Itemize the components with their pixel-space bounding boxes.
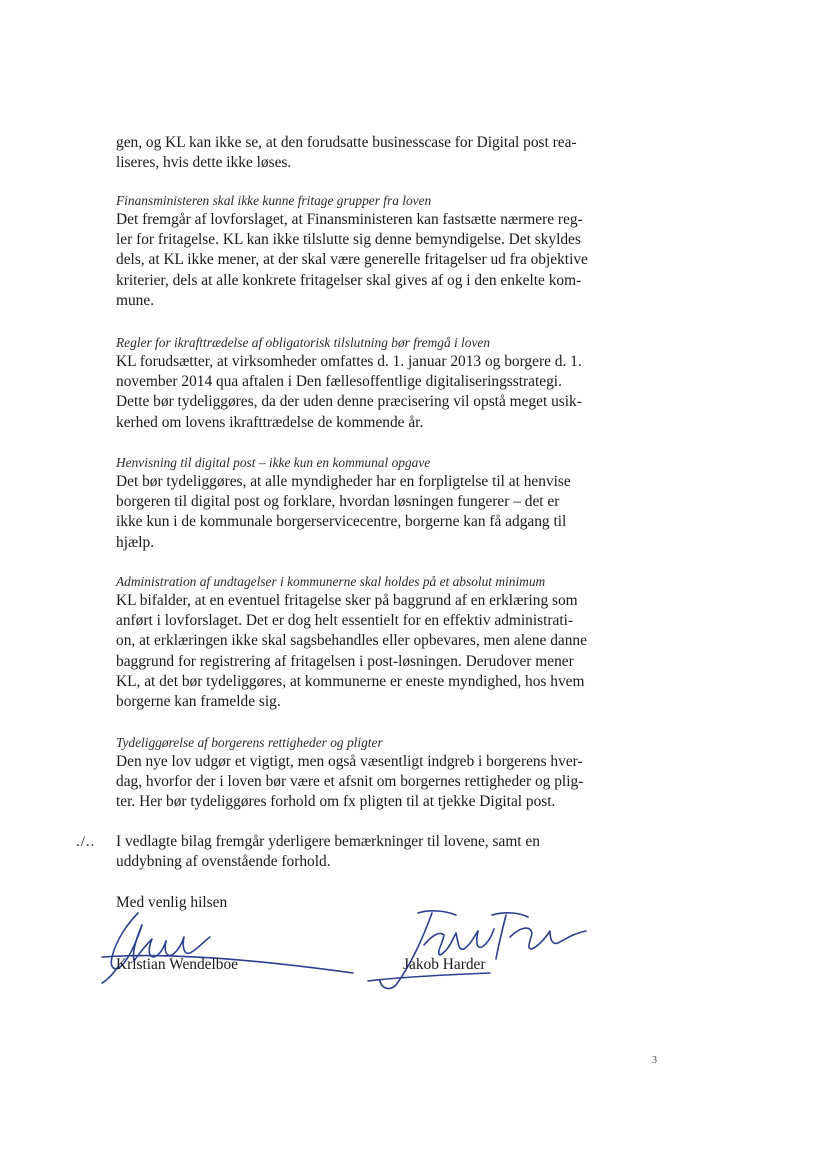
text-line: uddybning af ovenstående forhold. [116, 853, 331, 871]
text-line: Det bør tydeliggøres, at alle myndigheder har en forpligtelse til at henvise [116, 473, 571, 490]
text-line: I vedlagte bilag fremgår yderligere bemærkninger til lovene, samt en [116, 833, 540, 850]
section-heading: Tydeliggørelse af borgerens rettigheder og pligter [116, 735, 383, 750]
text-line: hjælp. [116, 533, 155, 551]
text-line: november 2014 qua aftalen i Den fællesoffentlige digitaliseringsstrategi. [116, 373, 562, 391]
section-heading: Administration af undtagelser i kommunerne skal holdes på et absolut minimum [116, 574, 546, 589]
section-heading: Regler for ikrafttrædelse af obligatorisk tilslutning bør fremgå i loven [116, 335, 491, 350]
section-paragraph [116, 210, 616, 311]
text-line: baggrund for registrering af fritagelsen i post-løsningen. Derudover mener [116, 652, 574, 670]
text-line: ter. Her bør tydeliggøres forhold om fx pligten til at tjekke Digital post. [116, 793, 556, 811]
text-line: Det fremgår af lovforslaget, at Finansministeren kan fastsætte nærmere reg- [116, 211, 583, 228]
text-line: anført i lovforslaget. Det er dog helt essentielt for en effektiv administrati- [116, 612, 574, 630]
text-line: KL forudsætter, at virksomheder omfattes d. 1. januar 2013 og borgere d. 1. [116, 353, 582, 370]
text-line: Dette bør tydeliggøres, da der uden denne præcisering vil opstå meget usik- [116, 393, 582, 411]
text-line: ikke kun i de kommunale borgerservicecentre, borgerne kan få adgang til [116, 513, 567, 531]
text-line: borgeren til digital post og forklare, hvordan løsningen fungerer – det er [116, 493, 560, 511]
text-line: liseres, hvis dette ikke løses. [116, 154, 292, 172]
enclosure-mark: ./.. [76, 834, 96, 850]
section-paragraph [116, 591, 616, 712]
text-line: mune. [116, 291, 155, 309]
text-line: dels, at KL ikke mener, at der skal være generelle fritagelser ud fra objektive [116, 251, 588, 269]
section-heading: Henvisning til digital post – ikke kun en kommunal opgave [116, 455, 431, 470]
closing-salutation: Med venlig hilsen [116, 894, 228, 911]
section-paragraph [116, 352, 616, 433]
text-line: kriterier, dels at alle konkrete fritagelser skal gives af og i den enkelte kom- [116, 271, 582, 289]
text-line: Den nye lov udgør et vigtigt, men også væsentligt indgreb i borgerens hver- [116, 753, 583, 770]
signer-name: Kristian Wendelboe [116, 956, 238, 973]
intro-paragraph [116, 133, 616, 173]
text-line: gen, og KL kan ikke se, at den forudsatte businesscase for Digital post rea- [116, 134, 577, 151]
signature-jakob-harder [360, 905, 600, 990]
text-line: KL bifalder, at en eventuel fritagelse sker på baggrund af en erklæring som [116, 592, 578, 609]
text-line: ler for fritagelse. KL kan ikke tilslutte sig denne bemyndigelse. Det skyldes [116, 231, 581, 249]
text-line: on, at erklæringen ikke skal sagsbehandles eller opbevares, men alene danne [116, 632, 587, 650]
section-paragraph [116, 472, 616, 553]
page-number: 3 [652, 1055, 657, 1066]
section-heading: Finansministeren skal ikke kunne fritage grupper fra loven [116, 193, 432, 208]
section-paragraph [116, 752, 616, 813]
signer-name: Jakob Harder [403, 956, 486, 973]
enclosure-paragraph [116, 832, 616, 872]
text-line: KL, at det bør tydeliggøres, at kommunerne er eneste myndighed, hos hvem [116, 672, 585, 690]
text-line: dag, hvorfor der i loven bør være et afsnit om borgernes rettigheder og plig- [116, 773, 584, 791]
text-line: kerhed om lovens ikrafttrædelse de kommende år. [116, 413, 424, 431]
text-line: borgerne kan framelde sig. [116, 693, 281, 711]
